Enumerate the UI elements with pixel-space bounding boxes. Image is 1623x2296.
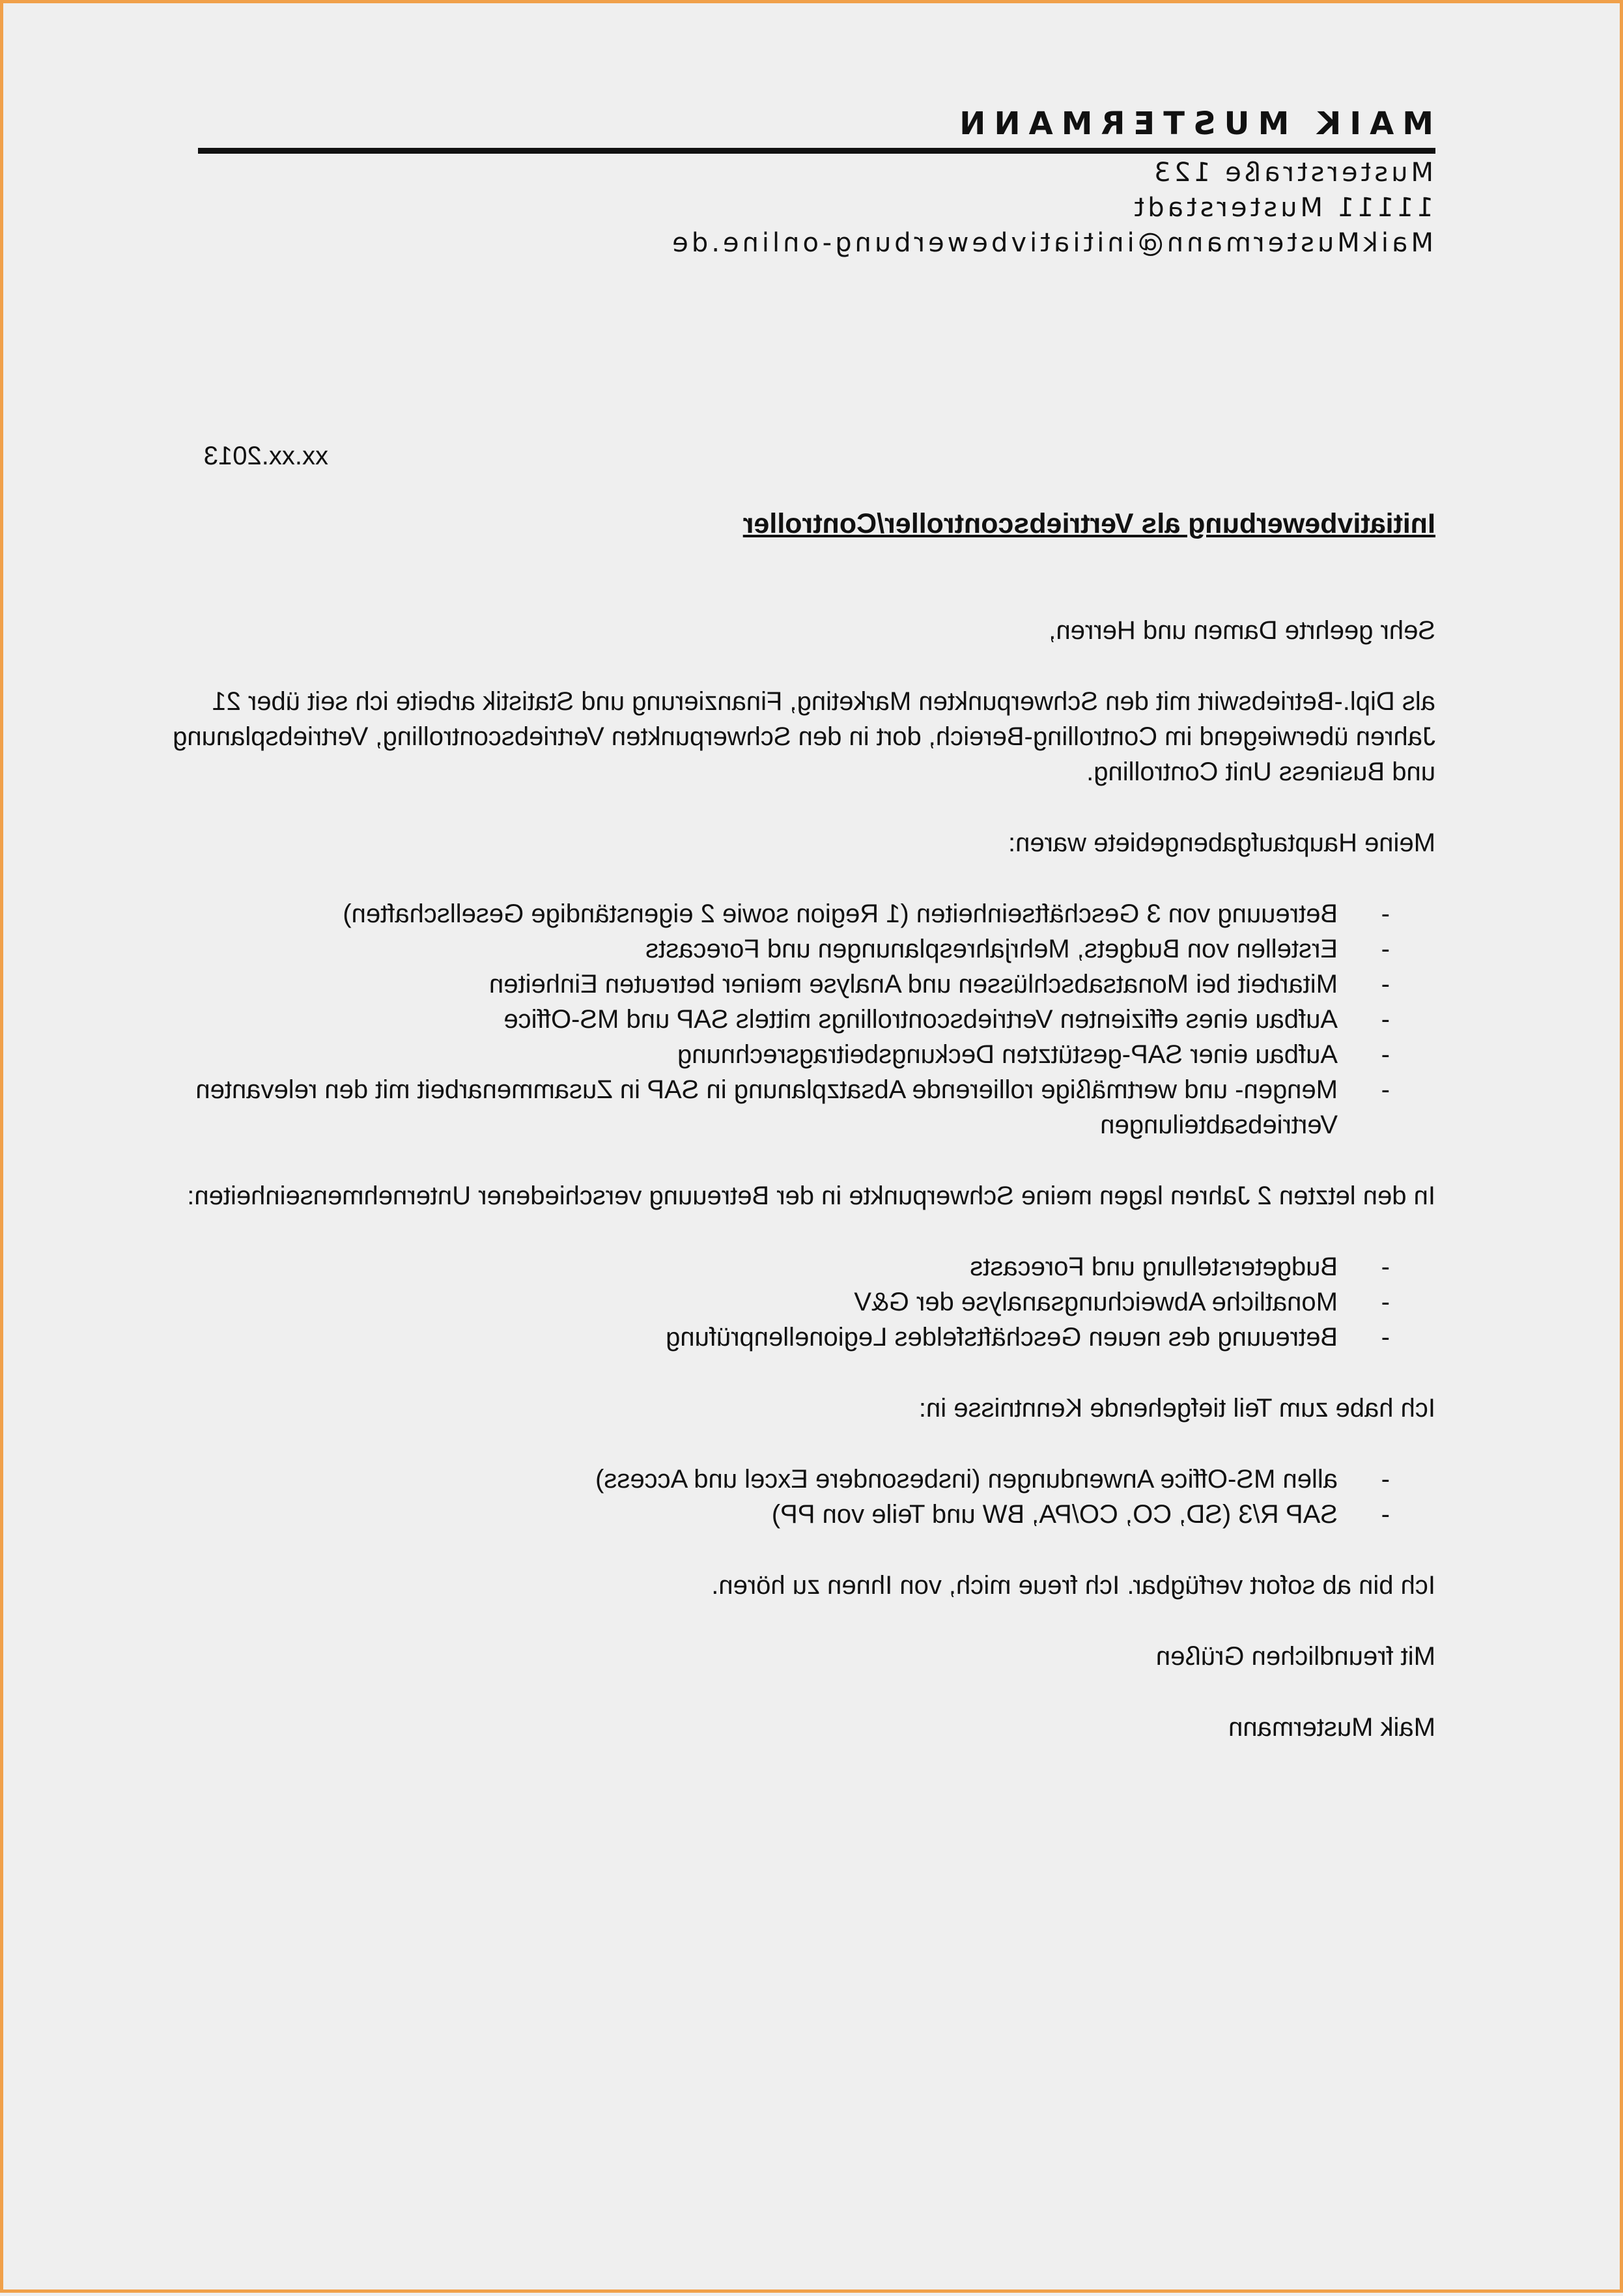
list-item: - Mengen- und wertmäßige rollierende Absatzplanung in SAP in Zusammenarbeit mit den relevanten Vertriebsabteilungen	[165, 1072, 1338, 1142]
list-item: - Budgeterstellung und Forecasts	[165, 1249, 1338, 1284]
letter-page	[3, 3, 1623, 2296]
sender-city: 11111 Musterstadt	[1131, 193, 1433, 223]
sender-email: MaikMustermann@initiativbewerbung-online.de	[669, 228, 1433, 258]
closing: Mit freundlichen Grüßen	[1155, 1642, 1435, 1671]
salutation: Sehr geehrte Damen und Herren,	[1049, 616, 1435, 645]
list-item: - SAP R/3 (SD, CO, CO/PA, BW und Teile von PP)	[165, 1497, 1338, 1532]
letterhead	[198, 101, 1435, 261]
letter-date: xx.xx.2013	[203, 442, 328, 470]
tasks-list	[165, 896, 1435, 1142]
list-item: - allen MS-Office Anwendungen (insbesondere Excel und Access)	[165, 1462, 1338, 1497]
letter-subject: Initiativbewerbung als Vertriebscontroller/Controller	[742, 508, 1435, 539]
list-item: - Aufbau eines effizienten Vertriebscontrollings mittels SAP und MS-Office	[165, 1002, 1338, 1037]
list-item: - Monatliche Abweichungsanalyse der G&V	[165, 1284, 1338, 1320]
sender-street: Musterstraße 123	[1151, 158, 1433, 188]
sender-address	[198, 155, 1435, 261]
list-item: - Mitarbeit bei Monatsabschlüssen und Analyse meiner betreuten Einheiten	[165, 967, 1338, 1002]
signature: Maik Mustermann	[1228, 1713, 1435, 1742]
skills-list	[165, 1462, 1435, 1532]
skills-intro: Ich habe zum Teil tiefgehende Kenntnisse in:	[918, 1394, 1435, 1423]
list-item: - Erstellen von Budgets, Mehrjahresplanungen und Forecasts	[165, 931, 1338, 967]
recent-intro: In den letzten 2 Jahren lagen meine Schwerpunkte in der Betreuung verschiedener Unternehmenseinheiten:	[187, 1182, 1435, 1210]
header-rule	[198, 148, 1435, 154]
sender-name: MAIK MUSTERMANN	[951, 106, 1433, 142]
intro-paragraph: als Dipl.-Betriebswirt mit den Schwerpunkten Marketing, Finanzierung und Statistik arbeite ich seit über 21 Jahren überwiegend im Controlling-Bereich, dort in den Schwerpunkten Vertriebscontrolling, Vertriebsplanung und Business Unit Controlling.	[173, 687, 1435, 786]
list-item: - Betreuung des neuen Geschäftsfeldes Legionellenprüfung	[165, 1320, 1338, 1355]
recent-list	[165, 1249, 1435, 1355]
availability-paragraph: Ich bin ab sofort verfügbar. Ich freue mich, von Ihnen zu hören.	[711, 1571, 1435, 1600]
tasks-intro: Meine Hauptaufgabengebiete waren:	[1008, 829, 1435, 857]
list-item: - Aufbau einer SAP-gestützten Deckungsbeitragsrechnung	[165, 1037, 1338, 1072]
letter-body	[165, 438, 1435, 1745]
list-item: - Betreuung von 3 Geschäftseinheiten (1 Region sowie 2 eigenständige Gesellschaften)	[165, 896, 1338, 931]
